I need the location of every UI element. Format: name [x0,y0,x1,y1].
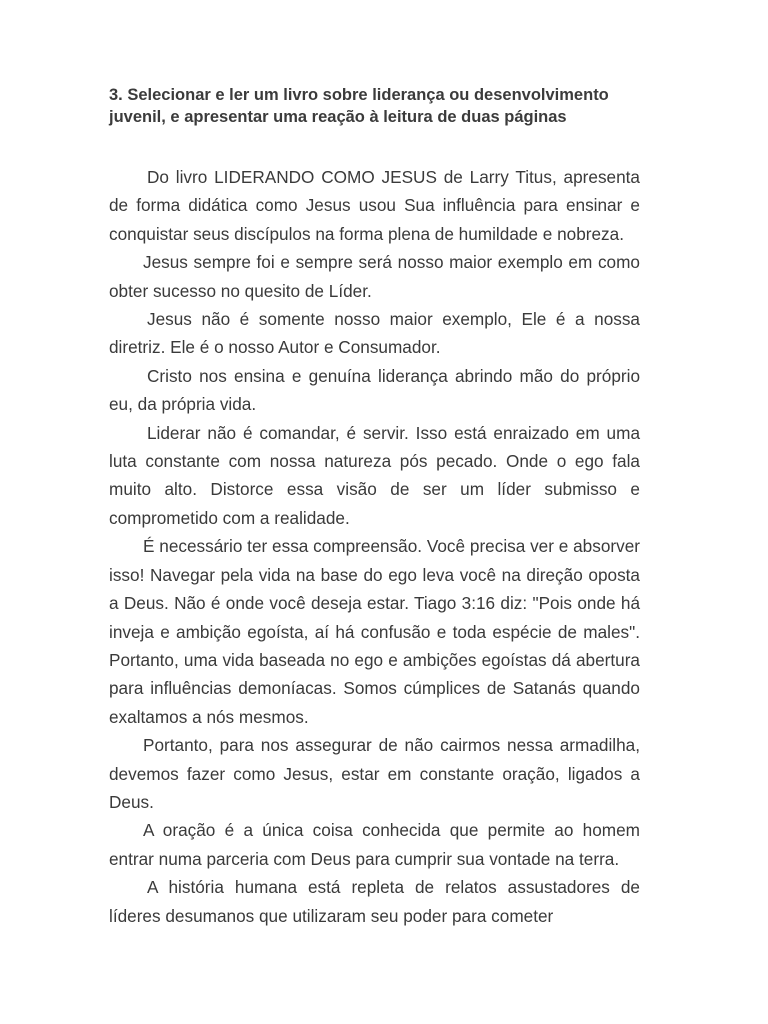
paragraph: Cristo nos ensina e genuína liderança abrindo mão do próprio eu, da própria vida. [109,365,640,415]
paragraph: Jesus sempre foi e sempre será nosso maior exemplo em como obter sucesso no quesito de Líder. [109,252,640,301]
paragraph: Jesus não é somente nosso maior exemplo, Ele é a nossa diretriz. Ele é o nosso Autor e Consumador. [109,309,640,358]
paragraph: Portanto, para nos assegurar de não cairmos nessa armadilha, devemos fazer como Jesus, estar em constante oração, ligados a Deus. [109,735,640,812]
paragraph: A história humana está repleta de relatos assustadores de líderes desumanos que utilizaram seu poder para cometer [109,877,640,926]
section-heading: 3. Selecionar e ler um livro sobre liderança ou desenvolvimento juvenil, e apresentar uma reação à leitura de duas páginas [109,86,609,126]
paragraph: É necessário ter essa compreensão. Você precisa ver e absorver isso! Navegar pela vida na base do ego leva você na direção oposta a Deus. Não é onde você deseja estar. Tiago 3:16 diz: "Pois onde há inveja e ambição egoísta, aí há confusão e toda espécie de males". Portanto, uma vida baseada no ego e ambições egoístas dá abertura para influências demoníacas. Somos cúmplices de Satanás quando exaltamos a nós mesmos. [109,536,640,727]
paragraph: Do livro LIDERANDO COMO JESUS de Larry Titus, apresenta de forma didática como Jesus usou Sua influência para ensinar e conquistar seus discípulos na forma plena de humildade e nobreza. [109,167,640,244]
body-text [109,163,640,930]
paragraph: Liderar não é comandar, é servir. Isso está enraizado em uma luta constante com nossa natureza pós pecado. Onde o ego fala muito alto. Distorce essa visão de ser um líder submisso e comprometido com a realidade. [109,422,640,528]
paragraph: A oração é a única coisa conhecida que permite ao homem entrar numa parceria com Deus para cumprir sua vontade na terra. [109,820,640,869]
